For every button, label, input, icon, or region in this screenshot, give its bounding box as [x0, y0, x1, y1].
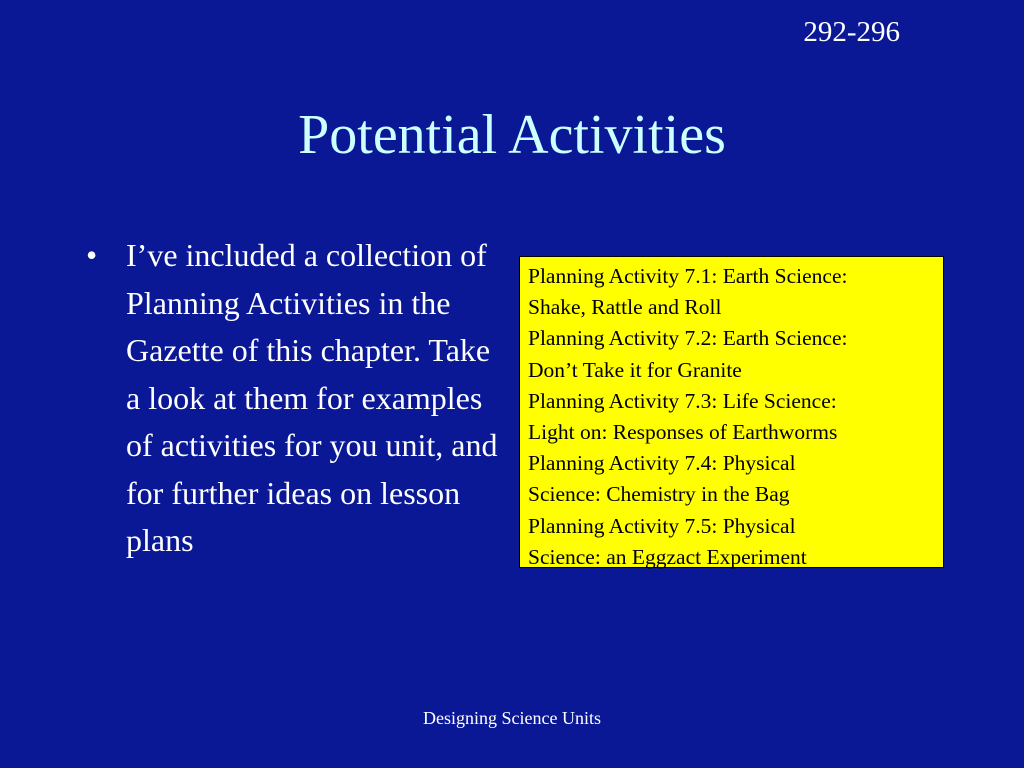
planning-activities-box: [519, 256, 944, 568]
activity-line: Planning Activity 7.5: Physical: [528, 513, 796, 538]
bullet-text: I’ve included a collection of Planning Activities in the Gazette of this chapter. Take a look at them for examples of activities for you unit, and for further ideas on lesson plans: [126, 237, 498, 558]
activity-line: Light on: Responses of Earthworms: [528, 420, 838, 445]
activity-line: Planning Activity 7.2: Earth Science:: [528, 326, 848, 351]
bullet-item: [86, 232, 506, 565]
bullet-list: [86, 232, 506, 565]
bullet-dot: •: [86, 237, 98, 273]
slide-footer: Designing Science Units: [423, 708, 601, 728]
activity-line: Science: Chemistry in the Bag: [528, 482, 790, 507]
activity-line: Science: an Eggzact Experiment: [528, 544, 807, 569]
activity-line: Don’t Take it for Granite: [528, 357, 742, 382]
activity-line: Planning Activity 7.3: Life Science:: [528, 388, 837, 413]
slide-title: Potential Activities: [298, 104, 726, 166]
page-reference: 292-296: [803, 16, 900, 48]
activity-line: Planning Activity 7.4: Physical: [528, 451, 796, 476]
activity-line: Planning Activity 7.1: Earth Science:: [528, 264, 848, 288]
activity-line: Shake, Rattle and Roll: [528, 295, 722, 320]
